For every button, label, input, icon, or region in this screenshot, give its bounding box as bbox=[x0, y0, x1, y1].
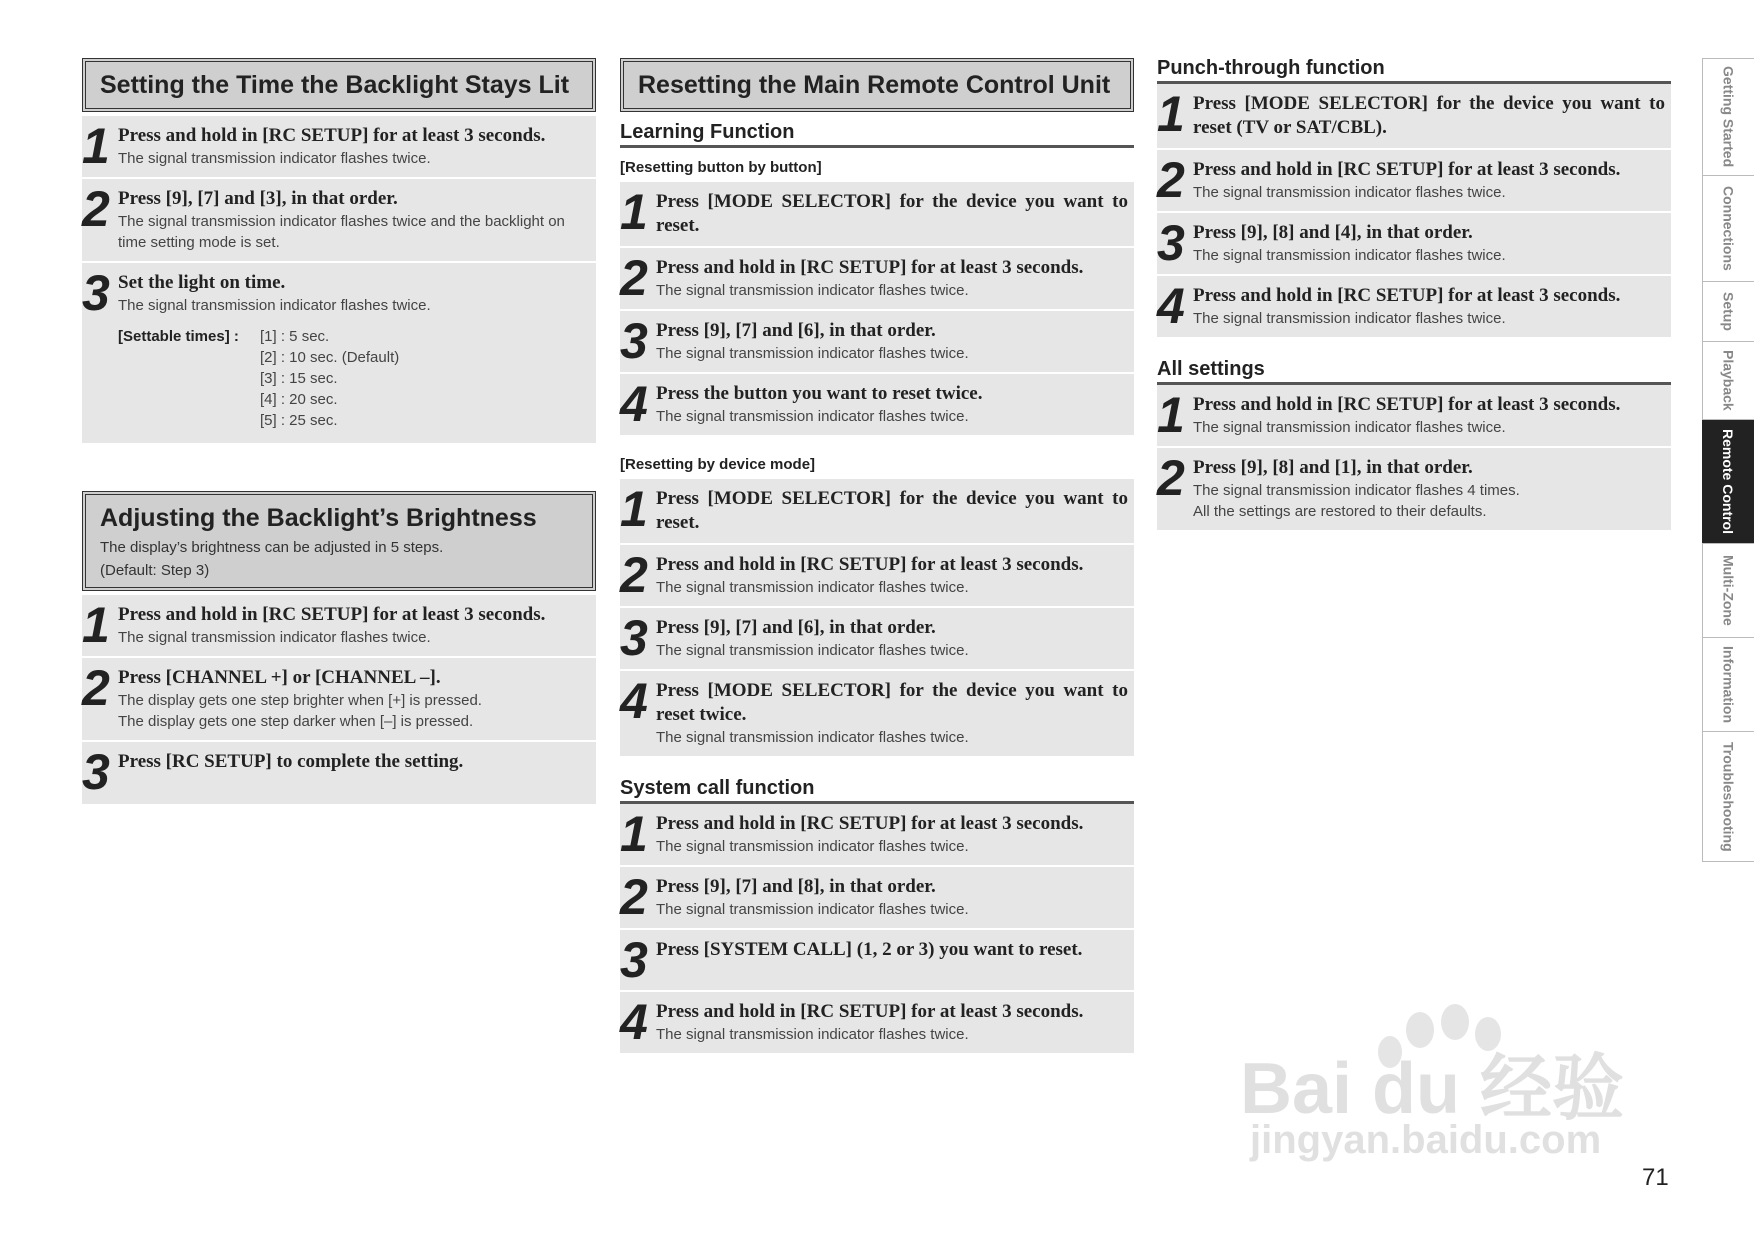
step bbox=[620, 248, 1134, 311]
step-instruction: Press [MODE SELECTOR] for the device you want to reset. bbox=[656, 488, 1128, 533]
backlight-time-header bbox=[82, 58, 596, 112]
step bbox=[1157, 276, 1671, 337]
brightness-header bbox=[82, 491, 596, 591]
step-note: The signal transmission indicator flashes twice. bbox=[118, 629, 431, 646]
step bbox=[82, 595, 596, 658]
step bbox=[620, 479, 1134, 545]
step-number: 3 bbox=[620, 313, 648, 369]
step bbox=[1157, 385, 1671, 448]
step-note: The signal transmission indicator flashes twice and the backlight on time setting mode is set. bbox=[118, 213, 565, 251]
step bbox=[82, 658, 596, 742]
step-instruction: Press and hold in [RC SETUP] for at least 3 seconds. bbox=[1193, 394, 1621, 415]
step bbox=[82, 179, 596, 263]
brightness-steps bbox=[82, 595, 596, 804]
step-instruction: Press [MODE SELECTOR] for the device you want to reset. bbox=[656, 191, 1128, 236]
step-note: The signal transmission indicator flashes twice. bbox=[656, 642, 969, 659]
step-note: The signal transmission indicator flashes twice. bbox=[656, 838, 969, 855]
step-instruction: Press [CHANNEL +] or [CHANNEL –]. bbox=[118, 667, 441, 688]
system-call-subhead: System call function bbox=[620, 776, 1134, 804]
step-instruction: Press [MODE SELECTOR] for the device you want to reset (TV or SAT/CBL). bbox=[1193, 93, 1665, 138]
brightness-desc: The display’s brightness can be adjusted in 5 steps. bbox=[100, 539, 444, 556]
punch-through-subhead: Punch-through function bbox=[1157, 56, 1671, 84]
column-1 bbox=[82, 58, 596, 804]
step-instruction: Press [9], [7] and [6], in that order. bbox=[656, 320, 936, 341]
step-instruction: Press [9], [8] and [1], in that order. bbox=[1193, 457, 1473, 478]
step-instruction: Press and hold in [RC SETUP] for at least 3 seconds. bbox=[118, 604, 546, 625]
punch-through-steps bbox=[1157, 84, 1671, 337]
settable-times bbox=[118, 326, 590, 431]
step-instruction: Press and hold in [RC SETUP] for at least 3 seconds. bbox=[118, 125, 546, 146]
step bbox=[82, 263, 596, 443]
step-note: The signal transmission indicator flashes twice. bbox=[656, 408, 969, 425]
step-number: 2 bbox=[82, 181, 110, 237]
step-number: 4 bbox=[620, 994, 648, 1050]
settable-time: [3] : 15 sec. bbox=[260, 370, 338, 387]
step-number: 1 bbox=[1157, 86, 1185, 142]
step-instruction: Press [9], [7] and [6], in that order. bbox=[656, 617, 936, 638]
step bbox=[1157, 150, 1671, 213]
step-note: The signal transmission indicator flashes twice. bbox=[118, 150, 431, 167]
settable-time: [1] : 5 sec. bbox=[260, 328, 330, 345]
settable-times-list bbox=[260, 326, 399, 431]
tab-playback[interactable]: Playback bbox=[1702, 342, 1754, 420]
step-number: 1 bbox=[1157, 387, 1185, 443]
device-steps bbox=[620, 479, 1134, 756]
step-instruction: Press [SYSTEM CALL] (1, 2 or 3) you want to reset. bbox=[656, 939, 1083, 960]
step-number: 2 bbox=[1157, 450, 1185, 506]
step-number: 1 bbox=[620, 806, 648, 862]
step-number: 2 bbox=[620, 869, 648, 925]
step bbox=[620, 930, 1134, 992]
step-note: The display gets one step brighter when [+] is pressed. bbox=[118, 692, 482, 709]
reset-header bbox=[620, 58, 1134, 112]
step-number: 3 bbox=[620, 932, 648, 988]
settable-time: [4] : 20 sec. bbox=[260, 391, 338, 408]
step-number: 4 bbox=[620, 673, 648, 729]
step-note: The signal transmission indicator flashes twice. bbox=[656, 345, 969, 362]
step-number: 2 bbox=[620, 547, 648, 603]
step-number: 3 bbox=[620, 610, 648, 666]
step-note: All the settings are restored to their defaults. bbox=[1193, 503, 1487, 520]
tab-information[interactable]: Information bbox=[1702, 638, 1754, 732]
step-instruction: Press the button you want to reset twice. bbox=[656, 383, 983, 404]
step-note: The signal transmission indicator flashes twice. bbox=[1193, 310, 1506, 327]
step-number: 1 bbox=[82, 597, 110, 653]
all-settings-subhead: All settings bbox=[1157, 357, 1671, 385]
step bbox=[82, 742, 596, 804]
step bbox=[620, 182, 1134, 248]
step-note: The signal transmission indicator flashes twice. bbox=[1193, 184, 1506, 201]
step bbox=[620, 374, 1134, 435]
step-instruction: Press and hold in [RC SETUP] for at least 3 seconds. bbox=[656, 1001, 1084, 1022]
step-number: 4 bbox=[620, 376, 648, 432]
brightness-title: Adjusting the Backlight’s Brightness bbox=[100, 504, 537, 532]
brightness-default: (Default: Step 3) bbox=[100, 562, 210, 579]
system-call-steps bbox=[620, 804, 1134, 1053]
baidu-watermark bbox=[1240, 1000, 1660, 1185]
step-instruction: Press [9], [8] and [4], in that order. bbox=[1193, 222, 1473, 243]
step bbox=[620, 867, 1134, 930]
step-note: The signal transmission indicator flashes twice. bbox=[118, 297, 431, 314]
step-instruction: Press [9], [7] and [8], in that order. bbox=[656, 876, 936, 897]
tab-connections[interactable]: Connections bbox=[1702, 176, 1754, 282]
step bbox=[1157, 213, 1671, 276]
reset-title: Resetting the Main Remote Control Unit bbox=[638, 71, 1111, 99]
step bbox=[620, 671, 1134, 756]
step-number: 3 bbox=[82, 744, 110, 800]
step-note: The signal transmission indicator flashes twice. bbox=[1193, 247, 1506, 264]
backlight-time-steps bbox=[82, 116, 596, 443]
tab-troubleshooting[interactable]: Troubleshooting bbox=[1702, 732, 1754, 862]
step-instruction: Press and hold in [RC SETUP] for at least 3 seconds. bbox=[1193, 159, 1621, 180]
all-settings-steps bbox=[1157, 385, 1671, 530]
settable-time: [5] : 25 sec. bbox=[260, 412, 338, 429]
tab-getting-started[interactable]: Getting Started bbox=[1702, 58, 1754, 176]
step bbox=[620, 608, 1134, 671]
settable-times-label: [Settable times] : bbox=[118, 328, 239, 345]
step-number: 2 bbox=[82, 660, 110, 716]
step-instruction: Press and hold in [RC SETUP] for at least 3 seconds. bbox=[656, 813, 1084, 834]
step-number: 2 bbox=[1157, 152, 1185, 208]
step-note: The signal transmission indicator flashes twice. bbox=[1193, 419, 1506, 436]
step-number: 2 bbox=[620, 250, 648, 306]
step-number: 1 bbox=[620, 481, 648, 537]
step-number: 1 bbox=[620, 184, 648, 240]
step-number: 3 bbox=[1157, 215, 1185, 271]
column-2 bbox=[620, 58, 1134, 1053]
step bbox=[620, 804, 1134, 867]
step bbox=[1157, 84, 1671, 150]
settable-time: [2] : 10 sec. (Default) bbox=[260, 349, 400, 366]
button-steps bbox=[620, 182, 1134, 435]
step-number: 4 bbox=[1157, 278, 1185, 334]
tab-remote-control[interactable]: Remote Control bbox=[1702, 420, 1754, 544]
step bbox=[620, 545, 1134, 608]
step-note: The signal transmission indicator flashes twice. bbox=[656, 579, 969, 596]
page-number: 71 bbox=[1642, 1164, 1669, 1191]
step bbox=[1157, 448, 1671, 530]
step-note: The signal transmission indicator flashes twice. bbox=[656, 1026, 969, 1043]
step-note: The signal transmission indicator flashes twice. bbox=[656, 901, 969, 918]
device-mode-label: [Resetting by device mode] bbox=[620, 456, 816, 473]
step-instruction: Press [RC SETUP] to complete the setting. bbox=[118, 751, 464, 772]
tab-setup[interactable]: Setup bbox=[1702, 282, 1754, 342]
step-number: 3 bbox=[82, 265, 110, 321]
step-note: The signal transmission indicator flashes 4 times. bbox=[1193, 482, 1520, 499]
step-note: The signal transmission indicator flashes twice. bbox=[656, 729, 969, 746]
step bbox=[620, 992, 1134, 1053]
step-instruction: Press and hold in [RC SETUP] for at least 3 seconds. bbox=[1193, 285, 1621, 306]
backlight-time-title: Setting the Time the Backlight Stays Lit bbox=[100, 71, 570, 99]
step-instruction: Press [9], [7] and [3], in that order. bbox=[118, 188, 398, 209]
step-instruction: Press and hold in [RC SETUP] for at least 3 seconds. bbox=[656, 257, 1084, 278]
step-instruction: Set the light on time. bbox=[118, 272, 286, 293]
step bbox=[82, 116, 596, 179]
tab-multi-zone[interactable]: Multi-Zone bbox=[1702, 544, 1754, 638]
learning-subhead: Learning Function bbox=[620, 120, 1134, 148]
button-by-button-label: [Resetting button by button] bbox=[620, 159, 822, 176]
step-instruction: Press and hold in [RC SETUP] for at least 3 seconds. bbox=[656, 554, 1084, 575]
step bbox=[620, 311, 1134, 374]
watermark-line2: jingyan.baidu.com bbox=[1250, 1118, 1602, 1162]
watermark-line1: Bai du 经验 bbox=[1240, 1049, 1625, 1129]
step-number: 1 bbox=[82, 118, 110, 174]
step-instruction: Press [MODE SELECTOR] for the device you want to reset twice. bbox=[656, 680, 1128, 725]
column-3 bbox=[1157, 56, 1671, 530]
step-note: The display gets one step darker when [–] is pressed. bbox=[118, 713, 474, 730]
step-note: The signal transmission indicator flashes twice. bbox=[656, 282, 969, 299]
